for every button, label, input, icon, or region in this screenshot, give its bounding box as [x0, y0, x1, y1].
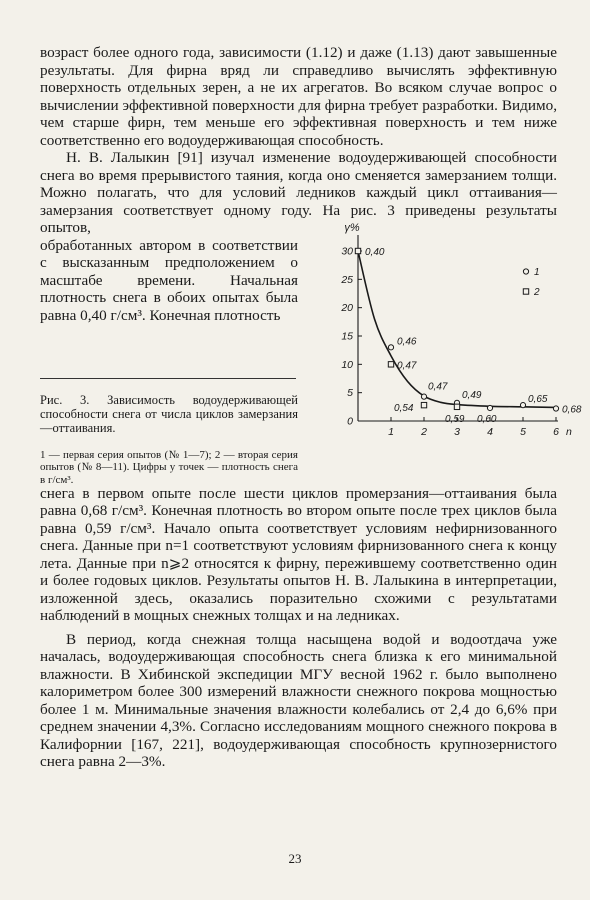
series-1-point	[520, 402, 525, 407]
point-label: 0,68	[562, 404, 582, 416]
series-2-point	[355, 248, 360, 253]
y-tick-label: 0	[347, 415, 353, 427]
series-2-point	[454, 404, 459, 409]
page-number: 23	[288, 851, 302, 866]
caption-rule	[40, 378, 296, 379]
point-label: 0,59	[445, 413, 465, 425]
figure-caption: Рис. 3. Зависимость водоудерживающей способности снега от числа циклов замерзания—оттаивания.	[40, 392, 298, 435]
series-2-point	[421, 402, 426, 407]
legend-marker-2	[523, 288, 528, 293]
point-label: 0,49	[462, 389, 482, 401]
y-tick-label: 30	[341, 245, 353, 257]
paragraph-4: В период, когда снежная толща насыщена водой и водоотдача уже началась, водоудерживающая способность снега близка к его минимальной влажности. В Хибинской экспедиции МГУ весной 1962 г. было выполнено калориметром более 300 измерений влажности снежного покрова мощностью более 1 м. Минимальные значения влажности колебались от 2,4 до 6,6% при среднем значении 4,3%. Согласно исследованиям мощного снежного покрова в Калифорнии [167, 221], водоудерживающая способность крупнозернистого снега равна 2—3%.	[40, 630, 557, 770]
series-1-point	[388, 344, 393, 349]
paragraph-1: возраст более одного года, зависимости (1.12) и даже (1.13) дают завышенные результаты. Для фирна вряд ли справедливо вычислять эффективную поверхность отдельных зерен, а не их агрегатов. Во всяком случае вопрос о вычислении эффективной поверхности для фирна требует разработки. Видимо, чем старше фирн, тем меньше его эффективная поверхность и тем ниже соответственно его водоудерживающая способность.	[40, 44, 557, 149]
point-label: 0,47	[397, 359, 417, 371]
paragraph-3: снега в первом опыте после шести циклов промерзания—оттаивания была равна 0,68 г/см³. Конечная плотность во втором опыте после трех циклов была равна 0,59 г/см³. Начало опыта соответствует условиям нефирнизованного снега. Данные при n=1 соответствуют условиям фирнизованного снега к концу лета. Данные при n⩾2 относятся к фирну, пережившему соответственно один и более годовых циклов. Результаты опытов Н. В. Лалыкина в интерпретации, изложенной здесь, оказались поразительно схожими с результатами наблюдений в мощных снежных толщах и на ледниках.	[40, 484, 557, 624]
paragraph-2-wrap	[40, 237, 298, 325]
point-label: 0,60	[477, 413, 497, 425]
paragraph-2-continued: обработанных автором в соответствии с высказанным предположением о масштабе времени. Начальная плотность снега в обоих опытах была равна 0,40 г/см³. Конечная плотность	[40, 236, 298, 324]
x-tick-label: 5	[520, 425, 526, 438]
y-tick-label: 15	[341, 330, 353, 342]
point-label: 0,47	[428, 381, 448, 393]
x-tick-label: 2	[421, 425, 427, 438]
y-tick-label: 25	[341, 273, 353, 286]
x-tick-label: 3	[454, 425, 460, 438]
legend-label: 2	[534, 286, 540, 298]
series-1-point	[487, 405, 492, 410]
x-axis-label: n	[566, 425, 572, 438]
series-1-point	[421, 394, 426, 399]
figure-3-chart	[298, 193, 582, 477]
y-tick-label: 10	[341, 358, 353, 371]
figure-caption-notes: 1 — первая серия опытов (№ 1—7); 2 — вторая серия опытов (№ 8—11). Цифры у точек — плотность снега в г/см³.	[40, 448, 298, 486]
figure-wrap-area	[40, 221, 582, 486]
y-axis-label: γ%	[344, 221, 360, 234]
x-tick-label: 1	[388, 425, 394, 438]
point-label: 0,65	[528, 393, 548, 405]
page-body	[40, 44, 582, 771]
y-tick-label: 20	[341, 301, 353, 314]
y-tick-label: 5	[347, 386, 353, 399]
paragraph-2: Н. В. Лалыкин [91] изучал изменение водоудерживающей способности снега во время прерывистого таяния, когда оно сменяется замерзанием толщи. Можно полагать, что для условий ледников каждый цикл оттаивания—замерзания соответствует одному году. На рис. 3 приведены результаты опытов,	[40, 149, 557, 236]
point-label: 0,54	[394, 402, 414, 414]
legend-label: 1	[534, 266, 540, 278]
chart-svg	[298, 193, 582, 477]
legend-marker-1	[523, 268, 528, 273]
point-label: 0,40	[365, 246, 385, 258]
x-tick-label: 6	[553, 425, 559, 438]
x-tick-label: 4	[487, 425, 493, 438]
point-label: 0,46	[397, 335, 417, 347]
series-2-point	[388, 361, 393, 366]
series-1-point	[553, 405, 558, 410]
